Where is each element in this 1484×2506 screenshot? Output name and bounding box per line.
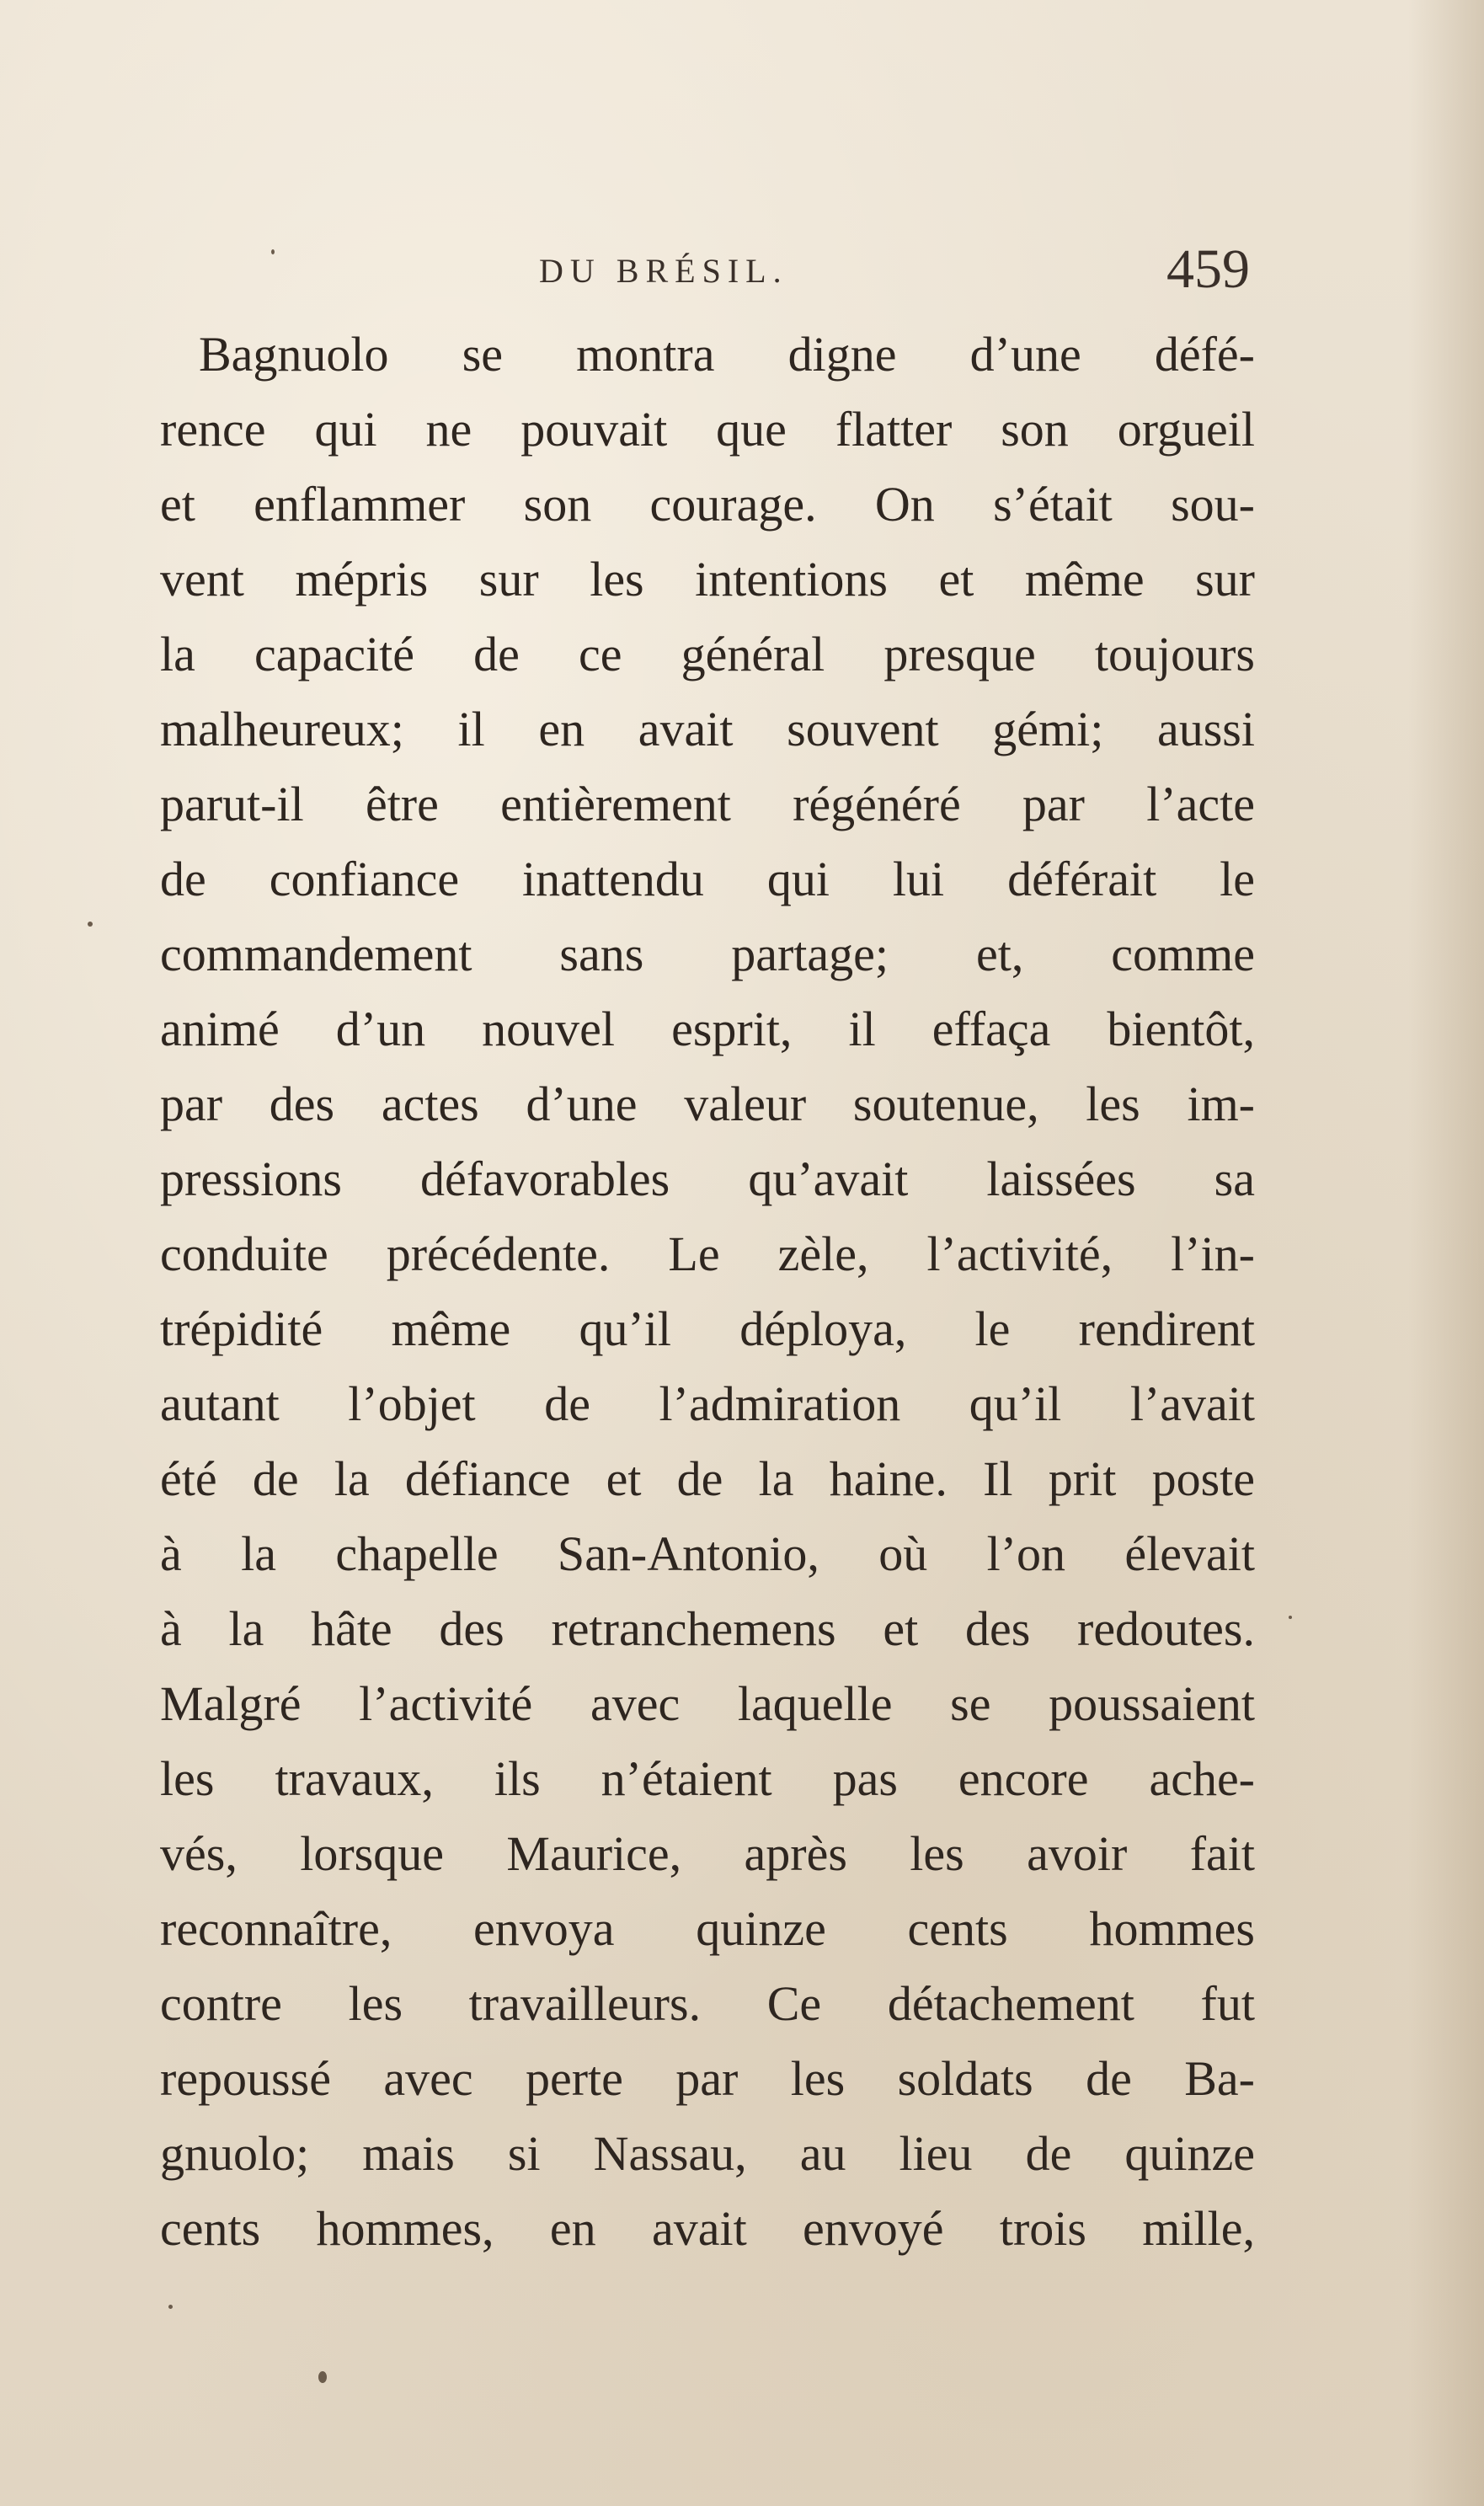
text-line: la capacité de ce général presque toujours bbox=[160, 627, 1255, 681]
text-line: animé d’un nouvel esprit, il effaça bientôt, bbox=[160, 1002, 1255, 1056]
text-line: été de la défiance et de la haine. Il prit poste bbox=[160, 1451, 1255, 1506]
text-line: Bagnuolo se montra digne d’une défé- bbox=[199, 327, 1255, 382]
running-title: DU BRÉSIL. bbox=[539, 252, 788, 290]
paper-speck bbox=[1289, 1616, 1292, 1619]
text-line: contre les travailleurs. Ce détachement fut bbox=[160, 1976, 1255, 2031]
text-line: par des actes d’une valeur soutenue, les im- bbox=[160, 1077, 1255, 1131]
paper-speck bbox=[318, 2371, 327, 2383]
text-line: à la hâte des retranchemens et des redoutes. bbox=[160, 1601, 1255, 1656]
text-line: rence qui ne pouvait que flatter son orgueil bbox=[160, 402, 1255, 457]
text-line: à la chapelle San-Antonio, où l’on élevait bbox=[160, 1526, 1255, 1581]
text-line: gnuolo; mais si Nassau, au lieu de quinze bbox=[160, 2126, 1255, 2181]
paper-speck bbox=[168, 2305, 173, 2309]
text-line: conduite précédente. Le zèle, l’activité, l’in- bbox=[160, 1226, 1255, 1281]
text-line: autant l’objet de l’admiration qu’il l’avait bbox=[160, 1376, 1255, 1431]
text-line: parut-il être entièrement régénéré par l’acte bbox=[160, 777, 1255, 831]
text-line: et enflammer son courage. On s’était sou- bbox=[160, 477, 1255, 532]
text-line: cents hommes, en avait envoyé trois mille, bbox=[160, 2201, 1255, 2256]
text-line: vent mépris sur les intentions et même sur bbox=[160, 552, 1255, 606]
text-line: malheureux; il en avait souvent gémi; aussi bbox=[160, 702, 1255, 756]
body-text bbox=[160, 317, 1255, 2266]
page-number: 459 bbox=[1166, 238, 1250, 300]
text-line: trépidité même qu’il déploya, le rendirent bbox=[160, 1301, 1255, 1356]
text-line: repoussé avec perte par les soldats de Ba- bbox=[160, 2051, 1255, 2106]
text-line: Malgré l’activité avec laquelle se poussaient bbox=[160, 1676, 1255, 1731]
paper-speck bbox=[88, 922, 93, 927]
text-line: de confiance inattendu qui lui déférait le bbox=[160, 852, 1255, 906]
text-line: reconnaître, envoya quinze cents hommes bbox=[160, 1901, 1255, 1956]
text-line: vés, lorsque Maurice, après les avoir fait bbox=[160, 1826, 1255, 1881]
paper-speck bbox=[271, 249, 275, 254]
page-header bbox=[0, 238, 1484, 313]
text-line: les travaux, ils n’étaient pas encore ache- bbox=[160, 1751, 1255, 1806]
text-line: pressions défavorables qu’avait laissées sa bbox=[160, 1151, 1255, 1206]
text-line: commandement sans partage; et, comme bbox=[160, 927, 1255, 981]
